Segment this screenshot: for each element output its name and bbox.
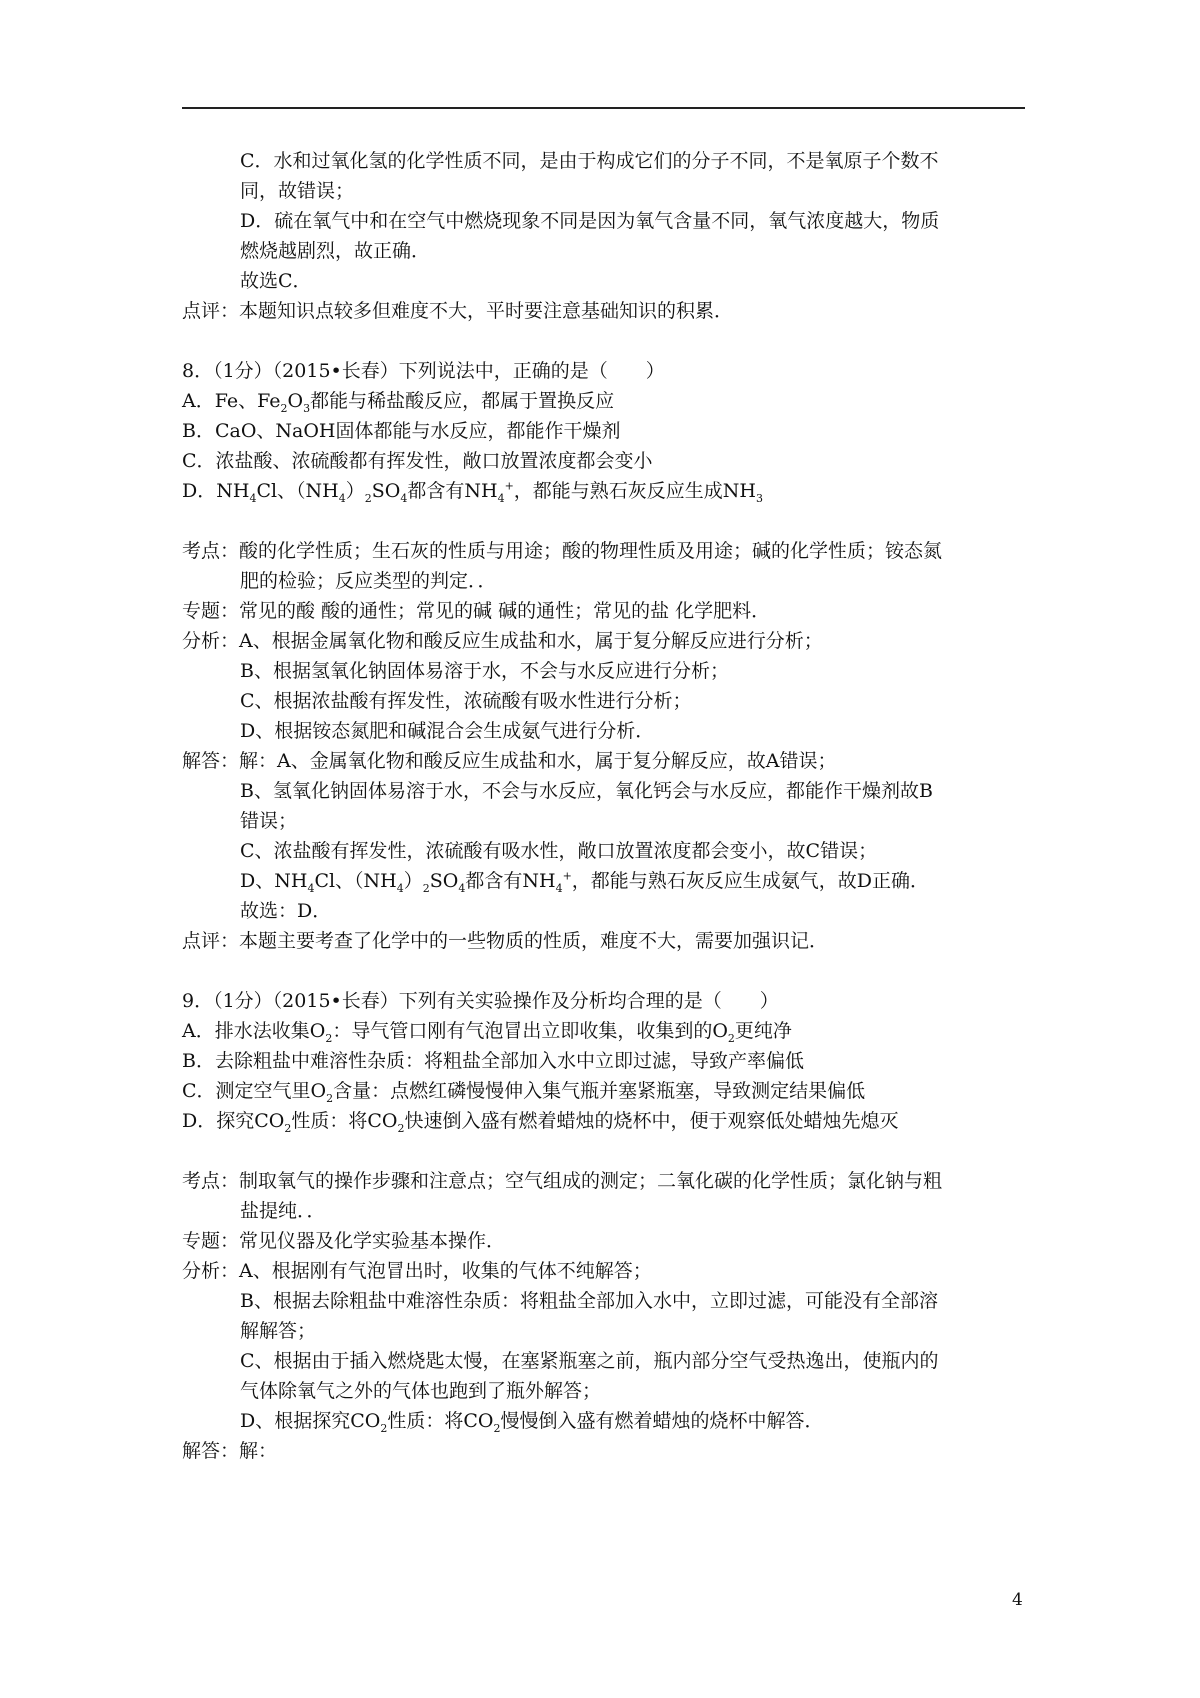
q9-analysis-line3: 解解答； (240, 1320, 317, 1342)
q8-option-d: D．$NH_4Cl$、$(NH_4)_2SO_4$都含有$NH_4^+$，都能与熟石灰反应生成$NH_3$ (182, 479, 763, 505)
q8-choice: 故选：D． (240, 900, 332, 922)
prev-choice: 故选C． (240, 270, 312, 292)
q8-review: 点评：本题主要考查了化学中的一些物质的性质，难度不大，需要加强识记． (182, 930, 829, 952)
q9-analysis-line4: C、根据由于插入燃烧匙太慢，在塞紧瓶塞之前，瓶内部分空气受热逸出，使瓶内的 (240, 1350, 939, 1372)
q9-stem: 9．（1分）（2015•长春）下列有关实验操作及分析均合理的是（ ） (182, 990, 779, 1012)
prev-option-d-line1: D．硫在氧气中和在空气中燃烧现象不同是因为氧气含量不同，氧气浓度越大，物质 (240, 210, 940, 232)
prev-option-c-line2: 同，故错误； (240, 180, 355, 202)
q9-option-a: A．排水法收集$O_2$：导气管口刚有气泡冒出立即收集，收集到的$O_2$更纯净 (182, 1020, 792, 1045)
q9-solution-line1: 解答：解： (182, 1440, 278, 1462)
q8-analysis-line1: 分析：A、根据金属氧化物和酸反应生成盐和水，属于复分解反应进行分析； (182, 630, 823, 652)
q8-solution-line5: D、$NH_4Cl$、$(NH_4)_2SO_4$都含有$NH_4^+$，都能与熟石灰反应生成氨气，故D正确． (240, 869, 930, 895)
q8-analysis-line2: B、根据氢氧化钠固体易溶于水，不会与水反应进行分析； (240, 660, 729, 682)
q8-solution-line1: 解答：解：A、金属氧化物和酸反应生成盐和水，属于复分解反应，故A错误； (182, 750, 837, 772)
q9-analysis-line1: 分析：A、根据刚有气泡冒出时，收集的气体不纯解答； (182, 1260, 652, 1282)
q8-knowledge-point-line1: 考点：酸的化学性质；生石灰的性质与用途；酸的物理性质及用途；碱的化学性质；铵态氮 (182, 540, 943, 562)
q8-option-c: C．浓盐酸、浓硫酸都有挥发性，敞口放置浓度都会变小 (182, 450, 653, 472)
page-number: 4 (1012, 1590, 1023, 1610)
q8-knowledge-point-line2: 肥的检验；反应类型的判定．． (240, 570, 497, 592)
q8-solution-line2: B、氢氧化钠固体易溶于水，不会与水反应，氧化钙会与水反应，都能作干燥剂故B (240, 780, 933, 802)
prev-option-d-line2: 燃烧越剧烈，故正确． (240, 240, 431, 262)
q9-analysis-line2: B、根据去除粗盐中难溶性杂质：将粗盐全部加入水中，立即过滤，可能没有全部溶 (240, 1290, 938, 1312)
q9-analysis-line5: 气体除氧气之外的气体也跑到了瓶外解答； (240, 1380, 602, 1402)
prev-review: 点评：本题知识点较多但难度不大，平时要注意基础知识的积累． (182, 300, 734, 322)
q8-option-a: A．Fe、$Fe_2O_3$都能与稀盐酸反应，都属于置换反应 (182, 390, 615, 415)
q9-knowledge-point-line2: 盐提纯．． (240, 1200, 326, 1222)
prev-option-c-line1: C．水和过氧化氢的化学性质不同，是由于构成它们的分子不同，不是氧原子个数不 (240, 150, 939, 172)
page-content (182, 146, 1025, 1466)
q9-knowledge-point-line1: 考点：制取氧气的操作步骤和注意点；空气组成的测定；二氧化碳的化学性质；氯化钠与粗 (182, 1170, 943, 1192)
q8-topic: 专题：常见的酸 酸的通性；常见的碱 碱的通性；常见的盐 化学肥料． (182, 600, 771, 622)
q8-analysis-line4: D、根据铵态氮肥和碱混合会生成氨气进行分析． (240, 720, 655, 742)
q9-option-b: B．去除粗盐中难溶性杂质：将粗盐全部加入水中立即过滤，导致产率偏低 (182, 1050, 804, 1072)
q8-option-b: B．CaO、NaOH固体都能与水反应，都能作干燥剂 (182, 420, 621, 442)
q9-option-c: C．测定空气里$O_2$含量：点燃红磷慢慢伸入集气瓶并塞紧瓶塞，导致测定结果偏低 (182, 1080, 866, 1105)
q9-topic: 专题：常见仪器及化学实验基本操作． (182, 1230, 506, 1252)
q9-option-d: D．探究$CO_2$性质：将$CO_2$快速倒入盛有燃着蜡烛的烧杯中，便于观察低处蜡烛先熄灭 (182, 1110, 899, 1135)
header-rule (182, 107, 1025, 109)
q8-analysis-line3: C、根据浓盐酸有挥发性，浓硫酸有吸水性进行分析； (240, 690, 692, 712)
q9-analysis-line6: D、根据探究$CO_2$性质：将$CO_2$慢慢倒入盛有燃着蜡烛的烧杯中解答． (240, 1410, 824, 1435)
q8-solution-line4: C、浓盐酸有挥发性，浓硫酸有吸水性，敞口放置浓度都会变小，故C错误； (240, 840, 878, 862)
q8-stem: 8．（1分）（2015•长春）下列说法中，正确的是（ ） (182, 360, 665, 382)
q8-solution-line3: 错误； (240, 810, 298, 832)
